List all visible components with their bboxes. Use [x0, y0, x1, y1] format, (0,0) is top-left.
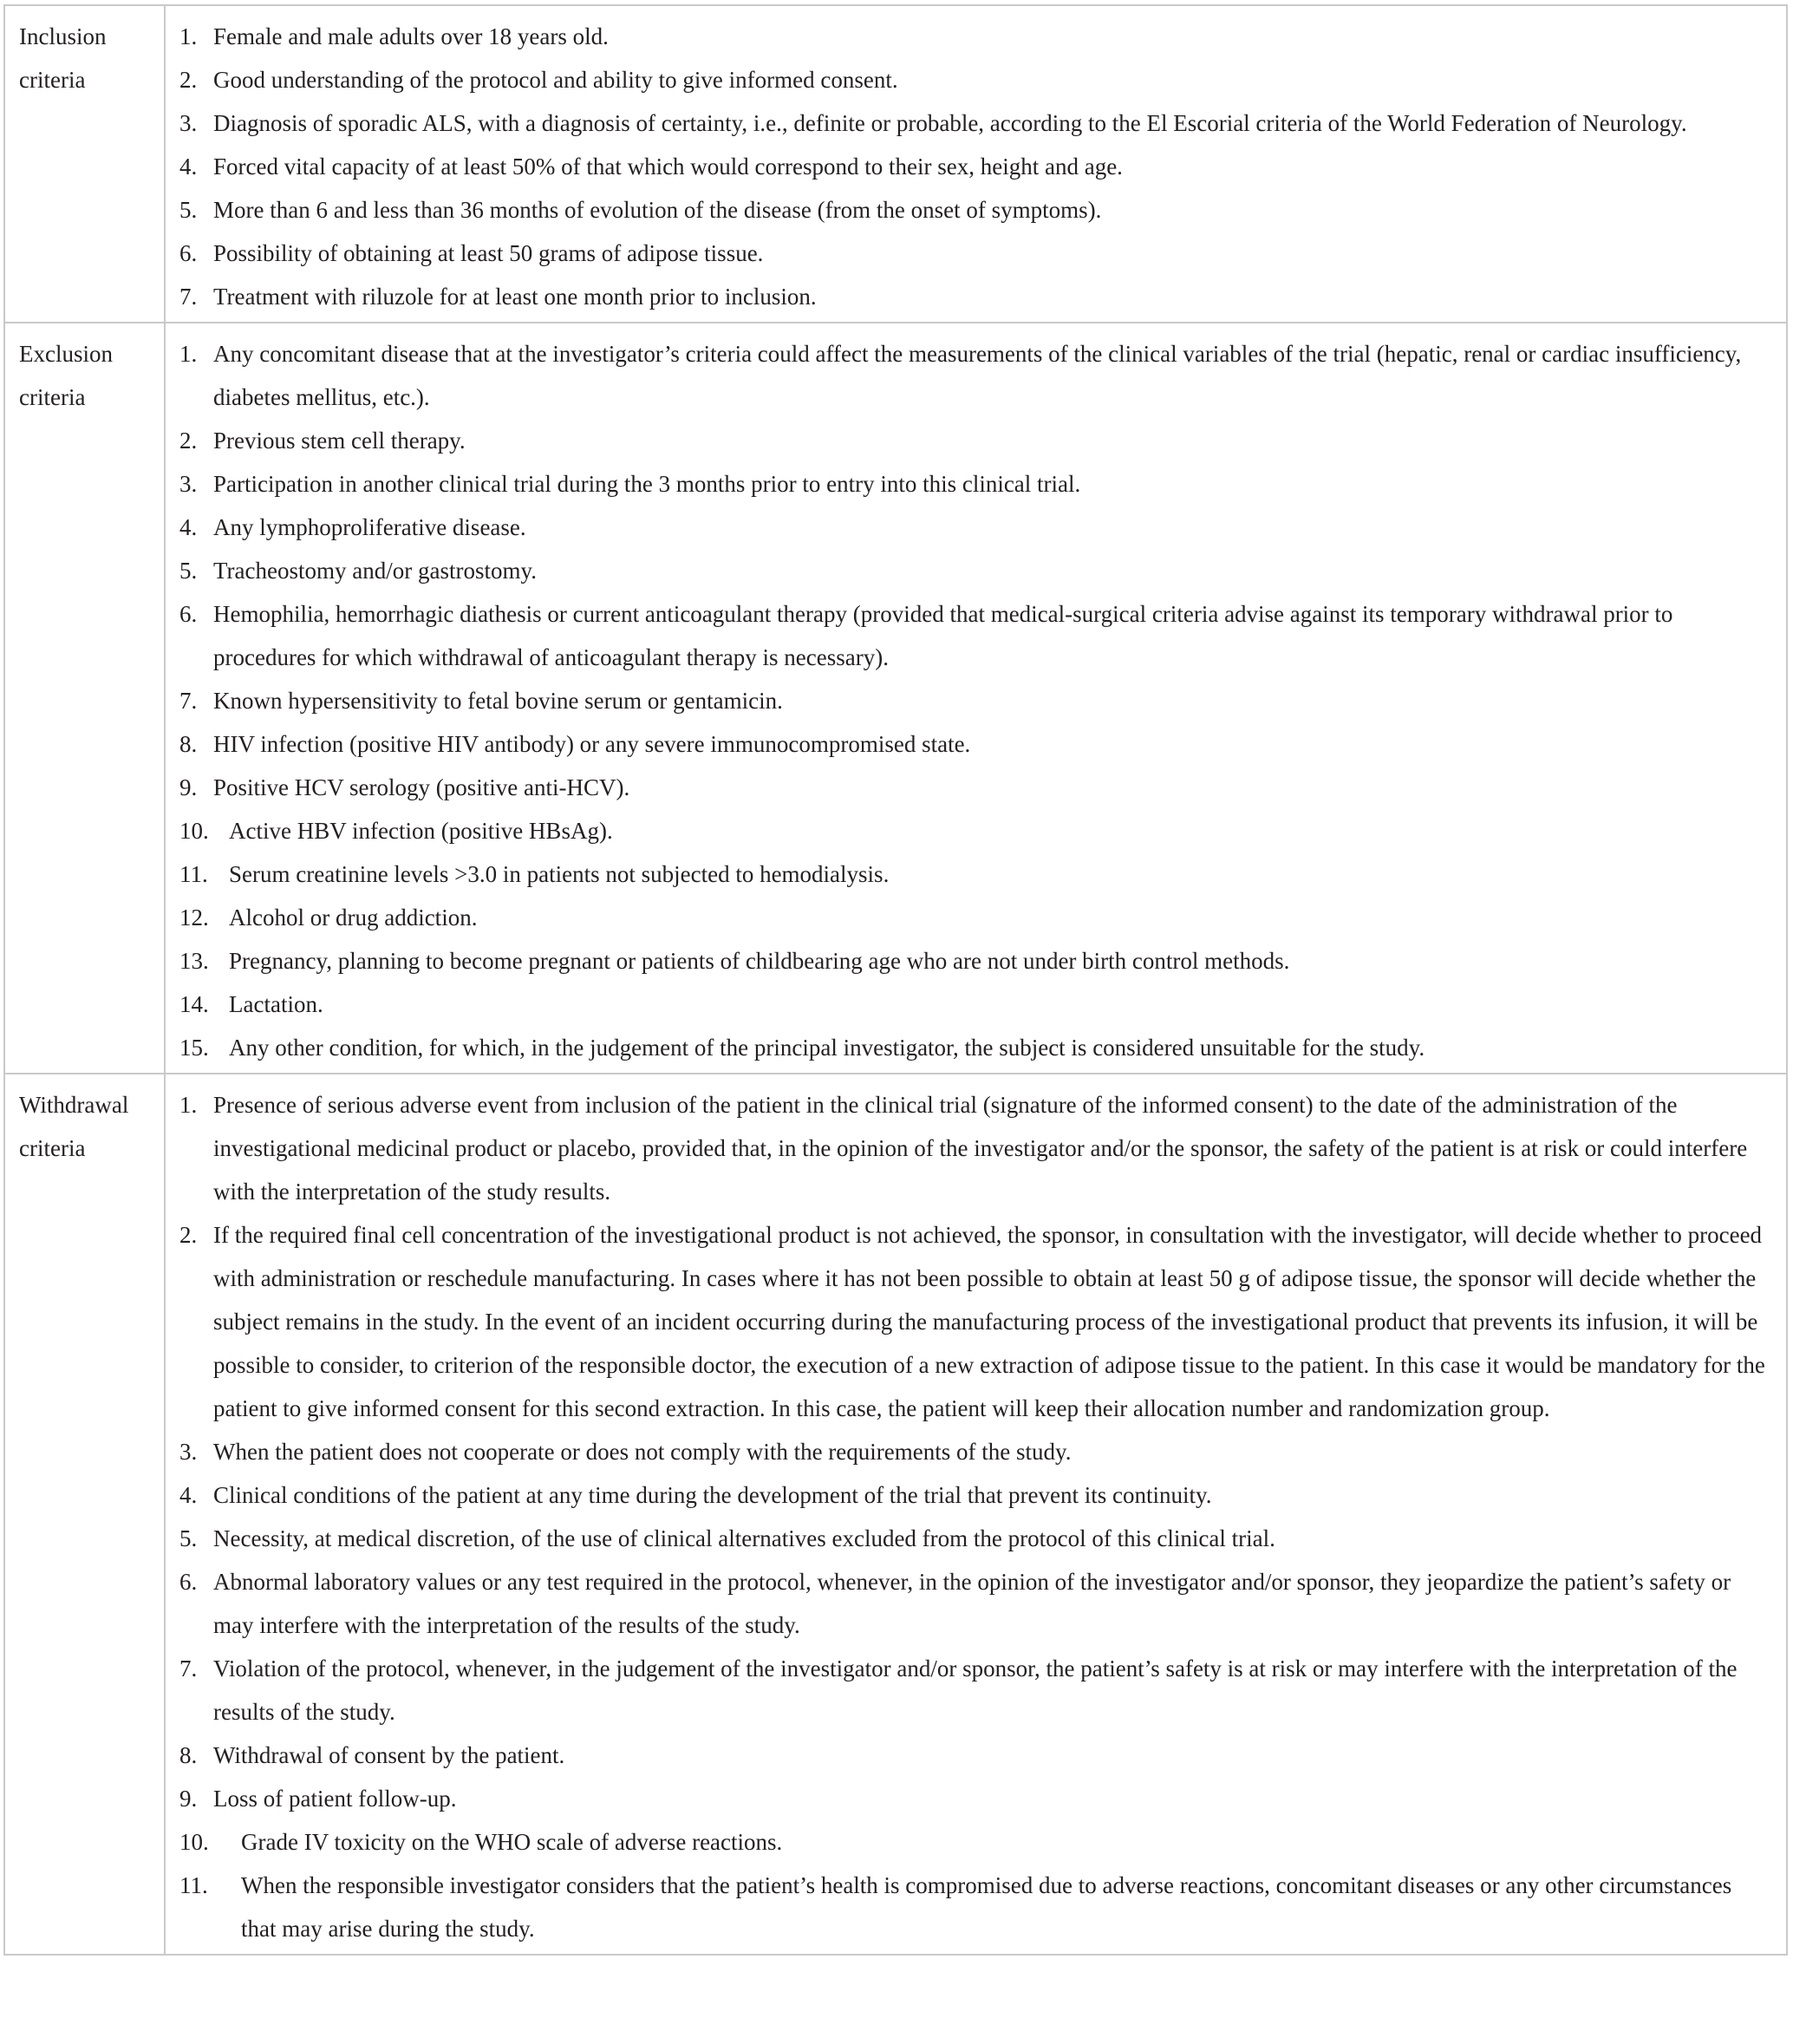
item-number: 6. [179, 601, 198, 627]
list-item [179, 15, 1769, 58]
item-text: Possibility of obtaining at least 50 grams of adipose tissue. [213, 240, 764, 266]
item-text: More than 6 and less than 36 months of evolution of the disease (from the onset of symptoms). [213, 197, 1102, 223]
inclusion-row [4, 5, 1787, 323]
item-text: Forced vital capacity of at least 50% of that which would correspond to their sex, height and age. [213, 153, 1123, 180]
criteria-table [3, 4, 1788, 1956]
list-item [179, 1820, 1769, 1864]
list-item [179, 1777, 1769, 1820]
list-item [179, 1560, 1769, 1647]
list-item [179, 1473, 1769, 1517]
item-text: Any concomitant disease that at the investigator’s criteria could affect the measurements of the clinical variables of the trial (hepatic, renal or cardiac insufficiency, diabetes mellitus, etc.). [213, 341, 1742, 410]
item-number: 3. [179, 471, 198, 497]
item-number: 2. [179, 1222, 198, 1248]
item-number: 9. [179, 1786, 198, 1812]
criteria-list [166, 323, 1786, 1073]
item-text: Lactation. [229, 991, 323, 1017]
list-item [179, 1430, 1769, 1473]
item-number: 8. [179, 731, 198, 757]
list-item [179, 722, 1769, 766]
item-text: When the patient does not cooperate or does not comply with the requirements of the study. [213, 1439, 1072, 1465]
item-text: Alcohol or drug addiction. [229, 904, 478, 931]
withdrawal-row [4, 1074, 1787, 1955]
item-text: Violation of the protocol, whenever, in the judgement of the investigator and/or sponsor, the patient’s safety is at risk or may interfere with the interpretation of the results of the study. [213, 1655, 1738, 1725]
criteria-list [166, 1074, 1786, 1954]
list-item [179, 852, 1769, 896]
list-item [179, 766, 1769, 809]
list-item [179, 1517, 1769, 1560]
item-number: 10. [179, 818, 209, 844]
exclusion-row [4, 323, 1787, 1074]
item-number: 12. [179, 904, 209, 931]
list-item [179, 101, 1769, 145]
withdrawal-label-cell [4, 1074, 165, 1955]
item-number: 7. [179, 688, 198, 714]
item-number: 7. [179, 284, 198, 310]
item-text: Pregnancy, planning to become pregnant or patients of childbearing age who are not under birth control methods. [229, 948, 1290, 974]
item-number: 13. [179, 948, 209, 974]
inclusion-label-cell [4, 5, 165, 323]
list-item [179, 592, 1769, 679]
item-text: Necessity, at medical discretion, of the use of clinical alternatives excluded from the protocol of this clinical trial. [213, 1525, 1275, 1551]
item-number: 5. [179, 197, 198, 223]
item-number: 5. [179, 1525, 198, 1551]
list-item [179, 419, 1769, 462]
item-number: 4. [179, 1482, 198, 1508]
list-item [179, 983, 1769, 1026]
list-item [179, 506, 1769, 549]
list-item [179, 462, 1769, 506]
item-text: Active HBV infection (positive HBsAg). [229, 818, 613, 844]
list-item [179, 809, 1769, 852]
item-text: Previous stem cell therapy. [213, 428, 466, 454]
criteria-list [166, 6, 1786, 322]
item-number: 1. [179, 23, 198, 49]
list-item [179, 549, 1769, 592]
list-item [179, 896, 1769, 939]
item-text: Known hypersensitivity to fetal bovine serum or gentamicin. [213, 688, 783, 714]
list-item [179, 1734, 1769, 1777]
item-text: Presence of serious adverse event from inclusion of the patient in the clinical trial (signature of the informed consent) to the date of the administration of the investigational medicinal product or placebo, provided that, in the opinion of the investigator and/or the sponsor, the safety of the patient is at risk or could interfere with the interpretation of the study results. [213, 1092, 1748, 1205]
list-item [179, 679, 1769, 722]
item-text: Any lymphoproliferative disease. [213, 514, 526, 540]
item-number: 6. [179, 1569, 198, 1595]
item-text: Good understanding of the protocol and ability to give informed consent. [213, 67, 898, 93]
item-text: Participation in another clinical trial during the 3 months prior to entry into this clinical trial. [213, 471, 1081, 497]
item-text: Grade IV toxicity on the WHO scale of adverse reactions. [241, 1829, 783, 1855]
item-number: 6. [179, 240, 198, 266]
withdrawal-items-cell [165, 1074, 1787, 1955]
item-text: If the required final cell concentration of the investigational product is not achieved, the sponsor, in consultation with the investigator, will decide whether to proceed with administration or reschedule manufacturing. In cases where it has not been possible to obtain at least 50 g of adipose tissue, the sponsor will decide whether the subject remains in the study. In the event of an incident occurring during the manufacturing process of the investigational product that prevents its infusion, it will be possible to consider, to criterion of the responsible doctor, the execution of a new extraction of adipose tissue to the patient. In this case it would be mandatory for the patient to give informed consent for this second extraction. In this case, the patient will keep their allocation number and randomization group. [213, 1222, 1765, 1421]
item-text: Treatment with riluzole for at least one month prior to inclusion. [213, 284, 817, 310]
item-number: 3. [179, 110, 198, 136]
item-text: Serum creatinine levels >3.0 in patients not subjected to hemodialysis. [229, 861, 890, 887]
list-item [179, 1083, 1769, 1213]
item-text: Any other condition, for which, in the judgement of the principal investigator, the subject is considered unsuitable for the study. [229, 1035, 1425, 1061]
item-number: 14. [179, 991, 209, 1017]
list-item [179, 275, 1769, 318]
list-item [179, 1026, 1769, 1069]
row-label: Inclusion criteria [19, 23, 107, 93]
exclusion-label-cell [4, 323, 165, 1074]
item-number: 2. [179, 428, 198, 454]
item-text: HIV infection (positive HIV antibody) or any severe immunocompromised state. [213, 731, 971, 757]
item-number: 4. [179, 514, 198, 540]
item-number: 4. [179, 153, 198, 180]
list-item [179, 939, 1769, 983]
item-text: Withdrawal of consent by the patient. [213, 1742, 565, 1768]
list-item [179, 1213, 1769, 1430]
item-number: 5. [179, 558, 198, 584]
item-number: 9. [179, 774, 198, 800]
item-text: Diagnosis of sporadic ALS, with a diagnosis of certainty, i.e., definite or probable, according to the El Escorial criteria of the World Federation of Neurology. [213, 110, 1687, 136]
list-item [179, 188, 1769, 232]
list-item [179, 232, 1769, 275]
item-text: Hemophilia, hemorrhagic diathesis or current anticoagulant therapy (provided that medical-surgical criteria advise against its temporary withdrawal prior to procedures for which withdrawal of anticoagulant therapy is necessary). [213, 601, 1673, 670]
row-label: Exclusion criteria [19, 341, 113, 410]
list-item [179, 332, 1769, 419]
item-number: 8. [179, 1742, 198, 1768]
item-number: 1. [179, 341, 198, 367]
item-number: 11. [179, 861, 208, 887]
item-text: Female and male adults over 18 years old. [213, 23, 609, 49]
row-label: Withdrawal criteria [19, 1092, 129, 1161]
item-number: 10. [179, 1829, 209, 1855]
exclusion-items-cell [165, 323, 1787, 1074]
item-number: 15. [179, 1035, 209, 1061]
item-text: Tracheostomy and/or gastrostomy. [213, 558, 537, 584]
item-text: Clinical conditions of the patient at any time during the development of the trial that prevent its continuity. [213, 1482, 1212, 1508]
item-text: Loss of patient follow-up. [213, 1786, 457, 1812]
item-text: When the responsible investigator considers that the patient’s health is compromised due to adverse reactions, concomitant diseases or any other circumstances that may arise during the study. [241, 1872, 1732, 1942]
inclusion-items-cell [165, 5, 1787, 323]
list-item [179, 58, 1769, 101]
item-number: 7. [179, 1655, 198, 1682]
item-number: 1. [179, 1092, 198, 1118]
item-text: Abnormal laboratory values or any test required in the protocol, whenever, in the opinion of the investigator and/or sponsor, they jeopardize the patient’s safety or may interfere with the interpretation of the results of the study. [213, 1569, 1731, 1638]
item-number: 2. [179, 67, 198, 93]
list-item [179, 1864, 1769, 1950]
item-number: 3. [179, 1439, 198, 1465]
item-number: 11. [179, 1872, 208, 1898]
list-item [179, 145, 1769, 188]
list-item [179, 1647, 1769, 1734]
item-text: Positive HCV serology (positive anti-HCV). [213, 774, 630, 800]
